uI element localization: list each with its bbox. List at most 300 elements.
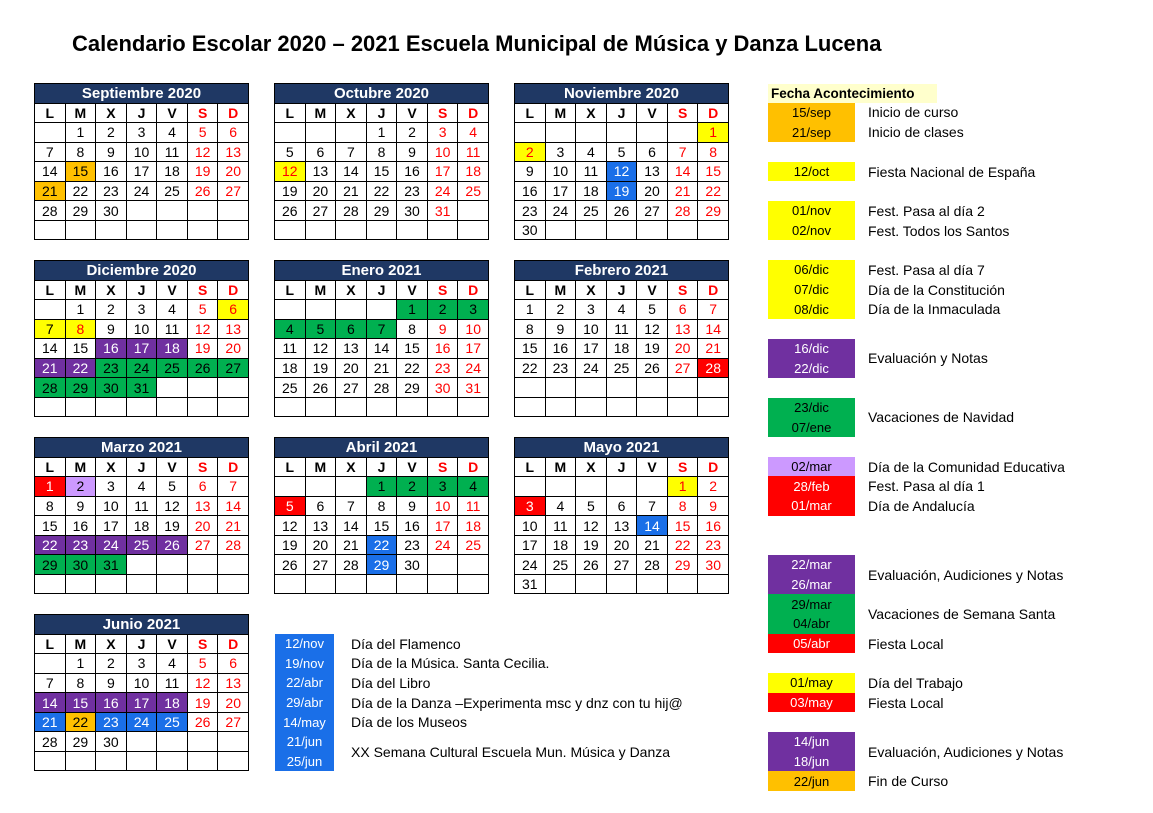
day-cell: 17 (127, 162, 157, 181)
weekday-header: L (275, 104, 305, 123)
day-cell: 20 (637, 182, 667, 201)
day-cell: 16 (698, 516, 728, 535)
weekday-header: M (66, 458, 96, 477)
day-cell: 3 (458, 300, 488, 319)
month-calendar (34, 437, 249, 594)
day-cell: 4 (458, 123, 488, 142)
day-cell: 9 (397, 497, 427, 516)
day-cell: 7 (35, 674, 65, 693)
day-cell: 21 (336, 182, 366, 201)
day-cell: 21 (367, 359, 397, 378)
legend-date: 18/jun (768, 752, 855, 772)
day-cell: 14 (336, 516, 366, 535)
day-cell: 9 (397, 143, 427, 162)
day-cell: 15 (35, 516, 65, 535)
legend-date: 23/dic (768, 398, 855, 418)
day-cell: 3 (428, 477, 458, 496)
day-cell: 16 (397, 516, 427, 535)
weekday-header: S (668, 281, 698, 300)
day-cell: 13 (306, 516, 336, 535)
day-cell: 27 (668, 359, 698, 378)
weekday-header: S (188, 635, 218, 654)
day-cell: 1 (66, 123, 96, 142)
day-cell: 9 (546, 320, 576, 339)
day-cell: 29 (66, 378, 96, 397)
day-cell (607, 477, 637, 496)
day-cell: 10 (576, 320, 606, 339)
day-cell (367, 575, 397, 594)
day-cell: 11 (275, 339, 305, 358)
day-cell (546, 221, 576, 240)
weekday-header: L (515, 104, 545, 123)
day-cell (698, 221, 728, 240)
legend-date: 01/nov (768, 201, 855, 221)
day-cell: 26 (188, 713, 218, 732)
day-cell: 6 (218, 123, 248, 142)
weekday-header: J (367, 458, 397, 477)
weekday-header: X (576, 281, 606, 300)
day-cell: 4 (576, 143, 606, 162)
day-cell: 27 (218, 182, 248, 201)
day-cell: 28 (367, 378, 397, 397)
day-cell (157, 555, 187, 574)
weekday-header: V (637, 104, 667, 123)
day-cell (607, 123, 637, 142)
day-cell: 2 (96, 300, 126, 319)
day-cell: 24 (127, 182, 157, 201)
weekday-header: S (428, 281, 458, 300)
day-cell: 25 (458, 182, 488, 201)
day-cell: 26 (157, 536, 187, 555)
day-cell: 3 (127, 654, 157, 673)
cultural-date: 14/may (275, 712, 334, 732)
day-cell (66, 221, 96, 240)
weekday-header: L (35, 104, 65, 123)
day-cell: 28 (218, 536, 248, 555)
day-cell: 5 (576, 497, 606, 516)
day-cell: 15 (66, 693, 96, 712)
legend-date: 07/ene (768, 417, 855, 437)
month-title: Marzo 2021 (35, 438, 248, 457)
day-cell (668, 398, 698, 417)
weekday-header: D (458, 458, 488, 477)
day-cell: 15 (66, 162, 96, 181)
day-cell (306, 123, 336, 142)
cultural-label: XX Semana Cultural Escuela Mun. Música y Danza (351, 743, 671, 760)
cultural-label: Día de los Museos (351, 714, 467, 731)
day-cell (127, 398, 157, 417)
legend-event (768, 476, 1128, 496)
day-cell: 12 (157, 497, 187, 516)
weekday-header: L (275, 281, 305, 300)
weekday-header: X (576, 104, 606, 123)
day-cell: 19 (275, 536, 305, 555)
day-cell (275, 300, 305, 319)
day-cell: 17 (127, 693, 157, 712)
day-cell: 4 (157, 654, 187, 673)
legend-event (768, 122, 1128, 142)
weekday-header: D (698, 458, 728, 477)
day-cell: 22 (397, 359, 427, 378)
legend-date: 07/dic (768, 280, 855, 300)
day-cell: 21 (35, 359, 65, 378)
day-cell (428, 575, 458, 594)
day-cell: 21 (35, 182, 65, 201)
day-cell: 21 (336, 536, 366, 555)
weekday-header: M (546, 458, 576, 477)
legend-date: 22/mar (768, 555, 855, 575)
legend-date: 08/dic (768, 299, 855, 319)
month-calendar (514, 260, 729, 417)
weekday-header: X (336, 281, 366, 300)
day-cell: 2 (397, 477, 427, 496)
day-cell: 26 (576, 555, 606, 574)
legend-label: Día de la Comunidad Educativa (868, 458, 1065, 475)
weekday-header: J (127, 104, 157, 123)
weekday-header: X (96, 635, 126, 654)
day-cell: 17 (458, 339, 488, 358)
day-cell: 30 (66, 555, 96, 574)
day-cell (306, 477, 336, 496)
weekday-header: J (367, 281, 397, 300)
day-cell: 5 (275, 497, 305, 516)
day-cell: 8 (515, 320, 545, 339)
day-cell: 27 (188, 536, 218, 555)
day-cell: 5 (607, 143, 637, 162)
day-cell: 30 (96, 732, 126, 751)
month-calendar (34, 83, 249, 240)
day-cell (458, 555, 488, 574)
day-cell (35, 752, 65, 771)
day-cell: 24 (458, 359, 488, 378)
day-cell: 18 (607, 339, 637, 358)
day-cell: 16 (96, 693, 126, 712)
day-cell: 23 (397, 536, 427, 555)
day-cell: 2 (96, 123, 126, 142)
day-cell (607, 398, 637, 417)
day-cell: 16 (66, 516, 96, 535)
day-cell: 20 (668, 339, 698, 358)
day-cell (576, 378, 606, 397)
day-cell: 3 (127, 123, 157, 142)
day-cell (637, 123, 667, 142)
day-cell (668, 221, 698, 240)
day-cell (336, 477, 366, 496)
day-cell: 27 (607, 555, 637, 574)
day-cell: 28 (637, 555, 667, 574)
day-cell (576, 398, 606, 417)
weekday-header: J (127, 281, 157, 300)
day-cell: 18 (157, 339, 187, 358)
legend-date: 15/sep (768, 103, 855, 123)
day-cell (367, 221, 397, 240)
day-cell (275, 123, 305, 142)
day-cell: 10 (546, 162, 576, 181)
day-cell (336, 300, 366, 319)
day-cell: 28 (35, 378, 65, 397)
weekday-header: M (306, 281, 336, 300)
day-cell: 20 (218, 339, 248, 358)
weekday-header: M (66, 281, 96, 300)
weekday-header: X (96, 458, 126, 477)
day-cell: 18 (275, 359, 305, 378)
day-cell: 9 (96, 320, 126, 339)
day-cell: 25 (127, 536, 157, 555)
day-cell: 10 (458, 320, 488, 339)
day-cell: 11 (576, 162, 606, 181)
weekday-header: J (127, 458, 157, 477)
day-cell (275, 575, 305, 594)
month-title: Mayo 2021 (515, 438, 728, 457)
day-cell (458, 398, 488, 417)
month-title: Abril 2021 (275, 438, 488, 457)
day-cell (515, 398, 545, 417)
day-cell (546, 378, 576, 397)
legend-date: 03/may (768, 693, 855, 713)
day-cell (127, 575, 157, 594)
day-cell: 4 (157, 300, 187, 319)
day-cell: 12 (637, 320, 667, 339)
weekday-header: M (66, 635, 96, 654)
day-cell: 3 (546, 143, 576, 162)
day-cell: 3 (515, 497, 545, 516)
day-cell: 8 (66, 674, 96, 693)
day-cell: 28 (336, 201, 366, 220)
legend-date: 16/dic (768, 339, 855, 359)
day-cell (35, 654, 65, 673)
day-cell: 4 (275, 320, 305, 339)
day-cell: 29 (66, 201, 96, 220)
weekday-header: M (306, 458, 336, 477)
day-cell (157, 752, 187, 771)
day-cell: 13 (637, 162, 667, 181)
day-cell: 29 (367, 555, 397, 574)
day-cell: 5 (188, 654, 218, 673)
legend-label: Día del Trabajo (868, 674, 963, 691)
page-title: Calendario Escolar 2020 – 2021 Escuela Municipal de Música y Danza Lucena (72, 31, 882, 56)
day-cell: 24 (428, 536, 458, 555)
day-cell (218, 752, 248, 771)
day-cell: 30 (397, 555, 427, 574)
day-cell: 13 (607, 516, 637, 535)
weekday-header: L (275, 458, 305, 477)
day-cell: 25 (607, 359, 637, 378)
day-cell: 1 (367, 477, 397, 496)
legend-event (768, 634, 1128, 654)
day-cell (306, 575, 336, 594)
day-cell (275, 477, 305, 496)
day-cell: 13 (188, 497, 218, 516)
day-cell: 7 (35, 143, 65, 162)
day-cell (668, 123, 698, 142)
weekday-header: D (218, 458, 248, 477)
day-cell (35, 300, 65, 319)
legend-date: 29/mar (768, 594, 855, 614)
day-cell: 28 (698, 359, 728, 378)
day-cell: 14 (637, 516, 667, 535)
day-cell: 24 (127, 713, 157, 732)
day-cell: 19 (188, 693, 218, 712)
weekday-header: S (668, 458, 698, 477)
day-cell (188, 221, 218, 240)
day-cell: 25 (576, 201, 606, 220)
weekday-header: L (515, 281, 545, 300)
day-cell: 24 (546, 201, 576, 220)
day-cell (188, 575, 218, 594)
cultural-label: Día del Flamenco (351, 635, 461, 652)
weekday-header: V (397, 104, 427, 123)
cultural-event (275, 693, 735, 713)
day-cell: 8 (367, 143, 397, 162)
day-cell (218, 378, 248, 397)
day-cell: 9 (515, 162, 545, 181)
month-calendar (514, 437, 729, 594)
legend-label: Día de la Inmaculada (868, 301, 1001, 318)
day-cell: 23 (66, 536, 96, 555)
month-calendar (274, 260, 489, 417)
day-cell: 17 (428, 516, 458, 535)
day-cell: 26 (637, 359, 667, 378)
day-cell: 25 (157, 182, 187, 201)
day-cell: 5 (188, 123, 218, 142)
day-cell (157, 201, 187, 220)
legend-date: 21/sep (768, 122, 855, 142)
day-cell: 3 (576, 300, 606, 319)
day-cell: 29 (397, 378, 427, 397)
legend-label: Día de la Constitución (868, 281, 1005, 298)
cultural-event (275, 732, 735, 771)
day-cell: 16 (428, 339, 458, 358)
legend-event (768, 496, 1128, 516)
day-cell: 22 (515, 359, 545, 378)
day-cell: 25 (275, 378, 305, 397)
legend-date: 01/mar (768, 496, 855, 516)
day-cell (546, 398, 576, 417)
day-cell (515, 477, 545, 496)
day-cell: 31 (96, 555, 126, 574)
weekday-header: D (458, 104, 488, 123)
day-cell (428, 221, 458, 240)
day-cell (546, 575, 576, 594)
day-cell (35, 398, 65, 417)
day-cell: 17 (127, 339, 157, 358)
day-cell: 9 (66, 497, 96, 516)
month-title: Septiembre 2020 (35, 84, 248, 103)
month-calendar (34, 614, 249, 771)
day-cell: 5 (275, 143, 305, 162)
day-cell: 22 (698, 182, 728, 201)
day-cell (127, 752, 157, 771)
legend-date: 02/nov (768, 221, 855, 241)
month-title: Junio 2021 (35, 615, 248, 634)
day-cell (668, 575, 698, 594)
day-cell: 5 (637, 300, 667, 319)
weekday-header: D (218, 635, 248, 654)
day-cell: 7 (637, 497, 667, 516)
day-cell (35, 123, 65, 142)
legend-label: Fest. Pasa al día 1 (868, 478, 985, 495)
day-cell: 3 (127, 300, 157, 319)
day-cell: 6 (218, 300, 248, 319)
day-cell: 20 (188, 516, 218, 535)
day-cell: 16 (515, 182, 545, 201)
legend-date: 02/mar (768, 457, 855, 477)
day-cell: 15 (367, 516, 397, 535)
day-cell: 2 (515, 143, 545, 162)
day-cell (698, 378, 728, 397)
day-cell: 22 (367, 536, 397, 555)
day-cell (336, 575, 366, 594)
day-cell (698, 398, 728, 417)
legend-label: Evaluación y Notas (868, 350, 988, 367)
day-cell: 30 (397, 201, 427, 220)
day-cell: 2 (698, 477, 728, 496)
legend-label: Fiesta Local (868, 694, 944, 711)
day-cell: 21 (668, 182, 698, 201)
day-cell: 1 (698, 123, 728, 142)
day-cell: 29 (698, 201, 728, 220)
day-cell: 29 (367, 201, 397, 220)
day-cell: 18 (546, 536, 576, 555)
day-cell: 8 (668, 497, 698, 516)
day-cell: 22 (66, 359, 96, 378)
day-cell: 14 (35, 339, 65, 358)
day-cell (637, 221, 667, 240)
day-cell (546, 123, 576, 142)
day-cell: 25 (157, 713, 187, 732)
day-cell: 9 (96, 143, 126, 162)
month-calendar (34, 260, 249, 417)
day-cell: 7 (367, 320, 397, 339)
weekday-header: X (96, 281, 126, 300)
day-cell: 18 (157, 693, 187, 712)
day-cell: 19 (306, 359, 336, 378)
day-cell: 11 (157, 320, 187, 339)
day-cell: 7 (336, 143, 366, 162)
day-cell: 21 (698, 339, 728, 358)
weekday-header: V (397, 281, 427, 300)
weekday-header: S (428, 458, 458, 477)
day-cell: 14 (35, 162, 65, 181)
day-cell: 18 (576, 182, 606, 201)
day-cell: 1 (35, 477, 65, 496)
cultural-label: Día de la Música. Santa Cecilia. (351, 655, 550, 672)
weekday-header: S (188, 104, 218, 123)
legend-date: 22/dic (768, 358, 855, 378)
day-cell: 2 (96, 654, 126, 673)
day-cell (576, 477, 606, 496)
day-cell (66, 575, 96, 594)
day-cell: 7 (336, 497, 366, 516)
weekday-header: D (698, 281, 728, 300)
legend-label: Inicio de clases (868, 124, 964, 141)
day-cell: 3 (428, 123, 458, 142)
day-cell: 11 (458, 143, 488, 162)
month-title: Noviembre 2020 (515, 84, 728, 103)
day-cell: 15 (515, 339, 545, 358)
cultural-event (275, 634, 735, 654)
day-cell: 11 (157, 143, 187, 162)
day-cell (607, 378, 637, 397)
day-cell: 26 (275, 201, 305, 220)
legend-label: Fiesta Local (868, 635, 944, 652)
legend-event (768, 771, 1128, 791)
day-cell: 12 (576, 516, 606, 535)
day-cell: 10 (428, 143, 458, 162)
day-cell (157, 732, 187, 751)
legend-event (768, 339, 1128, 378)
day-cell (275, 398, 305, 417)
